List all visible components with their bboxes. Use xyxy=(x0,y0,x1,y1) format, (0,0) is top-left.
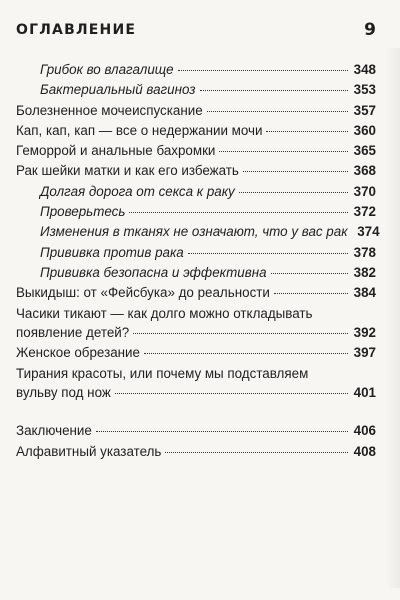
toc-entry-page: 384 xyxy=(353,285,376,301)
toc-entry-title: Кап, кап, кап — все о недержании мочи xyxy=(16,122,263,138)
toc-entry-page: 372 xyxy=(353,204,376,220)
toc-entry-title-continued: вульву под нож xyxy=(16,385,111,401)
running-head xyxy=(16,22,376,40)
toc-entry-page: 406 xyxy=(353,423,376,439)
toc-entry xyxy=(16,283,376,303)
toc-entry xyxy=(16,60,376,80)
toc-entry xyxy=(16,121,376,141)
dot-leader xyxy=(274,293,348,294)
toc-entry xyxy=(16,243,376,263)
toc-entry-title: Изменения в тканях не означают, что у вас рак xyxy=(40,224,348,240)
toc-entry-title: Прививка против рака xyxy=(40,244,184,260)
table-of-contents xyxy=(16,60,380,462)
dot-leader xyxy=(165,452,348,453)
toc-entry-line-1 xyxy=(16,364,376,384)
toc-entry-title: Проверьтесь xyxy=(40,204,126,220)
toc-entry-page: 368 xyxy=(353,163,376,179)
section-spacer xyxy=(16,403,376,421)
toc-entry xyxy=(16,182,376,202)
toc-entry xyxy=(16,80,376,100)
dot-leader xyxy=(219,151,348,152)
toc-entry-title: Женское обрезание xyxy=(16,345,140,361)
dot-leader xyxy=(96,431,348,432)
toc-entry-line-2 xyxy=(16,383,376,403)
dot-leader xyxy=(243,171,348,172)
toc-entry-title: Бактериальный вагиноз xyxy=(40,82,196,98)
toc-entry-title: Геморрой и анальные бахромки xyxy=(16,143,216,159)
dot-leader xyxy=(207,111,348,112)
toc-entry-title: Выкидыш: от «Фейсбука» до реальности xyxy=(16,285,270,301)
toc-entry-back-matter xyxy=(16,442,376,462)
toc-entry-page: 401 xyxy=(353,385,376,401)
toc-entry-page: 365 xyxy=(353,143,376,159)
dot-leader xyxy=(266,131,348,132)
toc-entry xyxy=(16,202,376,222)
running-head-title: ОГЛАВЛЕНИЕ xyxy=(16,22,137,38)
toc-entry xyxy=(16,343,376,363)
dot-leader xyxy=(144,353,348,354)
toc-entry xyxy=(16,222,380,242)
dot-leader xyxy=(115,393,348,394)
toc-entry-page: 392 xyxy=(353,325,376,341)
toc-entry xyxy=(16,263,376,283)
page-number: 9 xyxy=(364,20,376,40)
dot-leader xyxy=(239,192,348,193)
dot-leader xyxy=(133,333,348,334)
toc-entry-back-matter xyxy=(16,421,376,441)
toc-entry-title: Долгая дорога от секса к раку xyxy=(40,183,235,199)
toc-entry-page: 353 xyxy=(353,82,376,98)
toc-entry xyxy=(16,161,376,181)
toc-entry-line-1 xyxy=(16,304,376,324)
toc-entry-page: 370 xyxy=(353,183,376,199)
toc-entry-title-continued: появление детей? xyxy=(16,325,130,341)
dot-leader xyxy=(271,273,348,274)
dot-leader xyxy=(188,253,348,254)
toc-entry-title: Заключение xyxy=(16,423,92,439)
toc-entry-page: 397 xyxy=(353,345,376,361)
toc-entry-page: 348 xyxy=(353,62,376,77)
toc-entry-page: 408 xyxy=(353,443,376,459)
toc-entry-page: 357 xyxy=(353,102,376,118)
toc-entry-title: Рак шейки матки и как его избежать xyxy=(16,163,239,179)
toc-entry-title: Прививка безопасна и эффективна xyxy=(40,264,267,280)
toc-entry xyxy=(16,141,376,161)
show-through-shadow xyxy=(386,48,400,588)
toc-entry-line-2 xyxy=(16,323,376,343)
dot-leader xyxy=(200,90,349,91)
dot-leader xyxy=(129,212,348,213)
dot-leader xyxy=(178,70,348,71)
toc-entry-page: 382 xyxy=(353,264,376,280)
toc-entry-page: 360 xyxy=(353,122,376,138)
toc-entry-page: 378 xyxy=(353,244,376,260)
toc-entry-title: Грибок во влагалище xyxy=(40,62,174,77)
toc-entry-title: Болезненное мочеиспускание xyxy=(16,102,203,118)
toc-entry-title: Тирания красоты, или почему мы подставляем xyxy=(16,365,309,381)
toc-entry-page: 374 xyxy=(357,224,380,240)
toc-entry-title: Алфавитный указатель xyxy=(16,443,162,459)
toc-entry-title: Часики тикают — как долго можно откладывать xyxy=(16,305,313,321)
toc-entry xyxy=(16,101,376,121)
